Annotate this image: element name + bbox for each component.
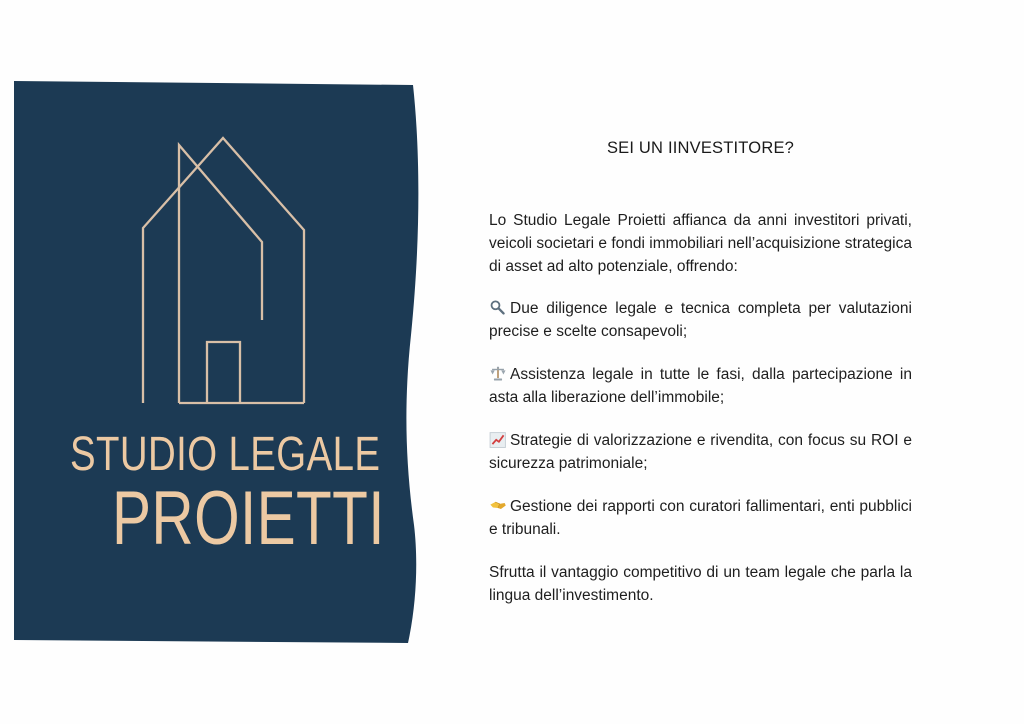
brand-panel (0, 0, 440, 724)
brand-name-line1: STUDIO LEGALE (70, 428, 381, 481)
intro-paragraph: Lo Studio Legale Proietti affianca da anni investitori privati, veicoli societari e fondi immobiliari nell’acquisizione strategica di asset ad alto potenziale, offrendo: (489, 212, 912, 275)
content-column (489, 137, 912, 607)
magnifier-icon (489, 299, 507, 317)
page-title: SEI UN IINVESTITORE? (606, 139, 795, 157)
bullet-strategie (489, 429, 912, 475)
outro-paragraph: Sfrutta il vantaggio competitivo di un team legale che parla la lingua dell’investimento. (489, 564, 912, 604)
handshake-icon (489, 497, 507, 515)
bullet-gestione-rapporti (489, 495, 912, 541)
bullet-assistenza-legale (489, 363, 912, 409)
bullet-text: Due diligence legale e tecnica completa per valutazioni precise e scelte consapevoli; (489, 300, 912, 340)
bullet-text: Gestione dei rapporti con curatori fallimentari, enti pubblici e tribunali. (489, 498, 912, 538)
bullet-text: Assistenza legale in tutte le fasi, dalla partecipazione in asta alla liberazione dell’immobile; (489, 366, 912, 406)
chart-increasing-icon (489, 431, 507, 449)
brand-name-line2: PROIETTI (112, 476, 385, 561)
bullet-text: Strategie di valorizzazione e rivendita, con focus su ROI e sicurezza patrimoniale; (489, 432, 912, 472)
scales-icon (489, 365, 507, 383)
bullet-due-diligence (489, 297, 912, 343)
